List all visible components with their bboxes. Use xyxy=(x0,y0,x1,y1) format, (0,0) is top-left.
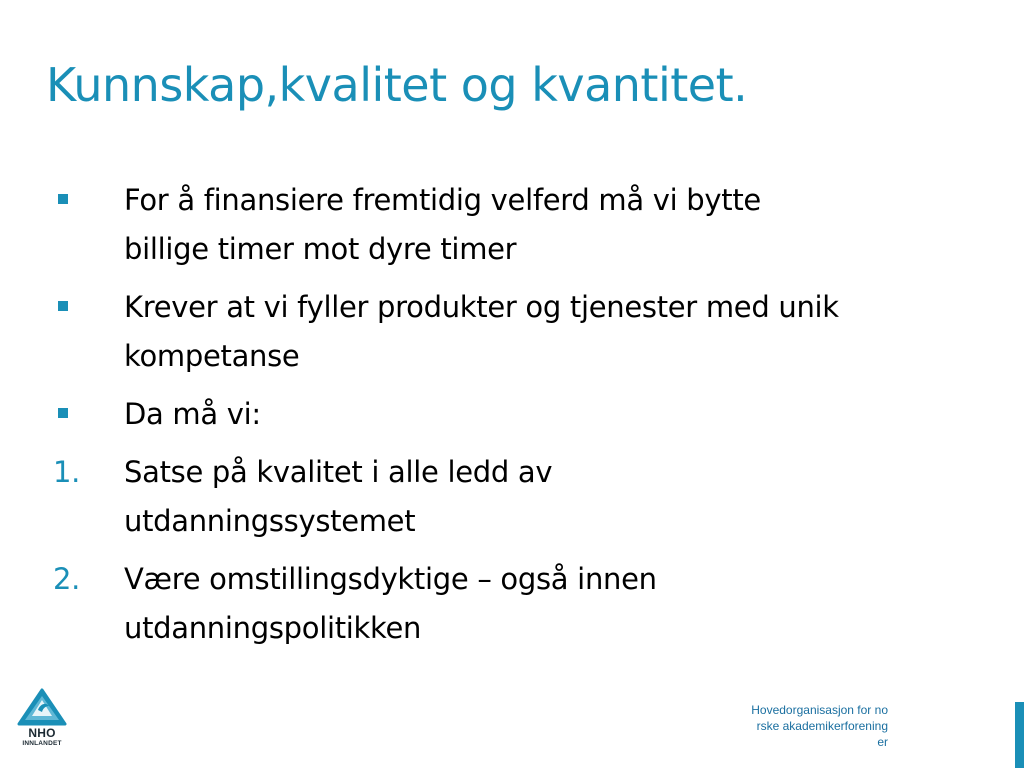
list-item-text: Satse på kvalitet i alle ledd av utdanningssystemet xyxy=(124,455,553,538)
list-item xyxy=(52,555,852,653)
list-item-text: Da må vi: xyxy=(124,397,261,431)
list-item-text: For å finansiere fremtidig velferd må vi bytte billige timer mot dyre timer xyxy=(124,183,761,266)
logo-name: NHO xyxy=(28,726,56,740)
list-item xyxy=(52,176,852,274)
nho-logo xyxy=(16,688,68,758)
list-item xyxy=(52,448,852,546)
square-bullet-icon xyxy=(58,194,68,204)
list-item-text: Være omstillingsdyktige – også innen utdanningspolitikken xyxy=(124,562,657,645)
accent-bar xyxy=(1015,702,1024,768)
list-item-text: Krever at vi fyller produkter og tjenester med unik kompetanse xyxy=(124,290,839,373)
list-number: 1. xyxy=(53,455,81,489)
logo-region: INNLANDET xyxy=(22,740,62,747)
organization-name: Hovedorganisasjon for norske akademikerforening er xyxy=(751,703,888,749)
list-item xyxy=(52,390,852,439)
square-bullet-icon xyxy=(58,408,68,418)
square-bullet-icon xyxy=(58,301,68,311)
nho-triangle-logo-icon xyxy=(16,688,68,728)
slide-title: Kunnskap,kvalitet og kvantitet. xyxy=(46,58,748,112)
list-number: 2. xyxy=(53,562,81,596)
bullet-list xyxy=(52,176,852,662)
list-item xyxy=(52,283,852,381)
